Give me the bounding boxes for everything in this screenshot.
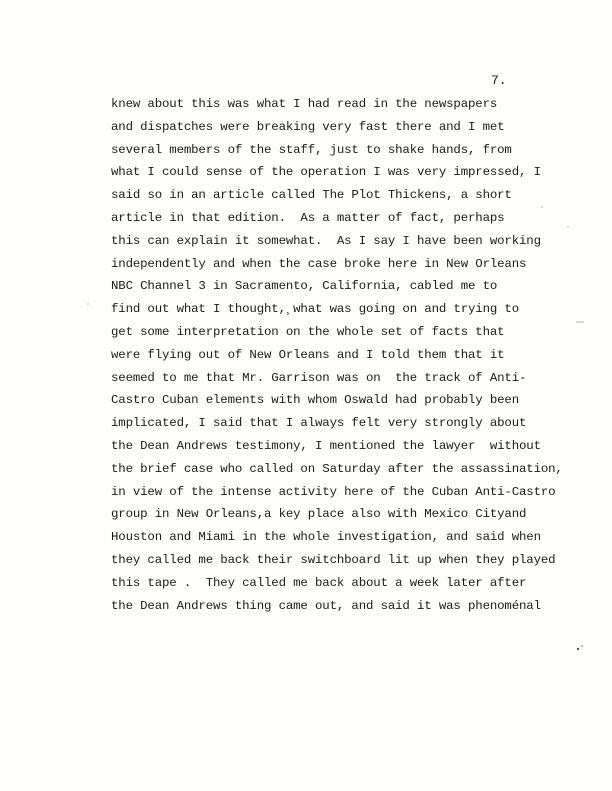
text-line: this tape . They called me back about a week later after: [111, 575, 527, 590]
text-line: this can explain it somewhat. As I say I have been working: [111, 233, 541, 248]
text-line: independently and when the case broke here in New Orleans: [111, 256, 527, 271]
text-line: they called me back their switchboard lit up when they played: [111, 552, 556, 567]
text-line: get some interpretation on the whole set of facts that: [111, 324, 505, 339]
text-line: implicated, I said that I always felt very strongly about: [111, 416, 527, 431]
scan-speck: [577, 648, 579, 650]
text-line: the brief case who called on Saturday after the assassination,: [111, 461, 563, 476]
text-line: NBC Channel 3 in Sacramento, California, cabled me to: [111, 279, 498, 294]
scan-speck: [581, 645, 582, 646]
text-line: the Dean Andrews thing came out, and said it was phenoménal: [111, 598, 541, 613]
body-text: [111, 93, 581, 617]
text-line: in view of the intense activity here of the Cuban Anti-Castro: [111, 484, 556, 499]
text-line: what I could sense of the operation I was very impressed, I: [111, 165, 541, 180]
text-line: article in that edition. As a matter of fact, perhaps: [111, 210, 505, 225]
text-line: the Dean Andrews testimony, I mentioned the lawyer without: [111, 438, 541, 453]
text-line: Houston and Miami in the whole investigation, and said when: [111, 530, 541, 545]
text-line: group in New Orleans,a key place also with Mexico Cityand: [111, 507, 527, 522]
text-line: several members of the staff, just to shake hands, from: [111, 142, 512, 157]
text-line: knew about this was what I had read in the newspapers: [111, 97, 498, 111]
text-line: were flying out of New Orleans and I told them that it: [111, 347, 505, 362]
text-line: said so in an article called The Plot Thickens, a short: [111, 188, 512, 203]
text-line: and dispatches were breaking very fast there and I met: [111, 119, 505, 134]
text-line: find out what I thought,¸what was going on and trying to: [111, 302, 519, 317]
scan-speck: [87, 303, 88, 304]
text-line: Castro Cuban elements with whom Oswald had probably been: [111, 393, 519, 408]
text-line: seemed to me that Mr. Garrison was on the track of Anti-: [111, 370, 527, 385]
page-number: 7.: [491, 73, 507, 88]
